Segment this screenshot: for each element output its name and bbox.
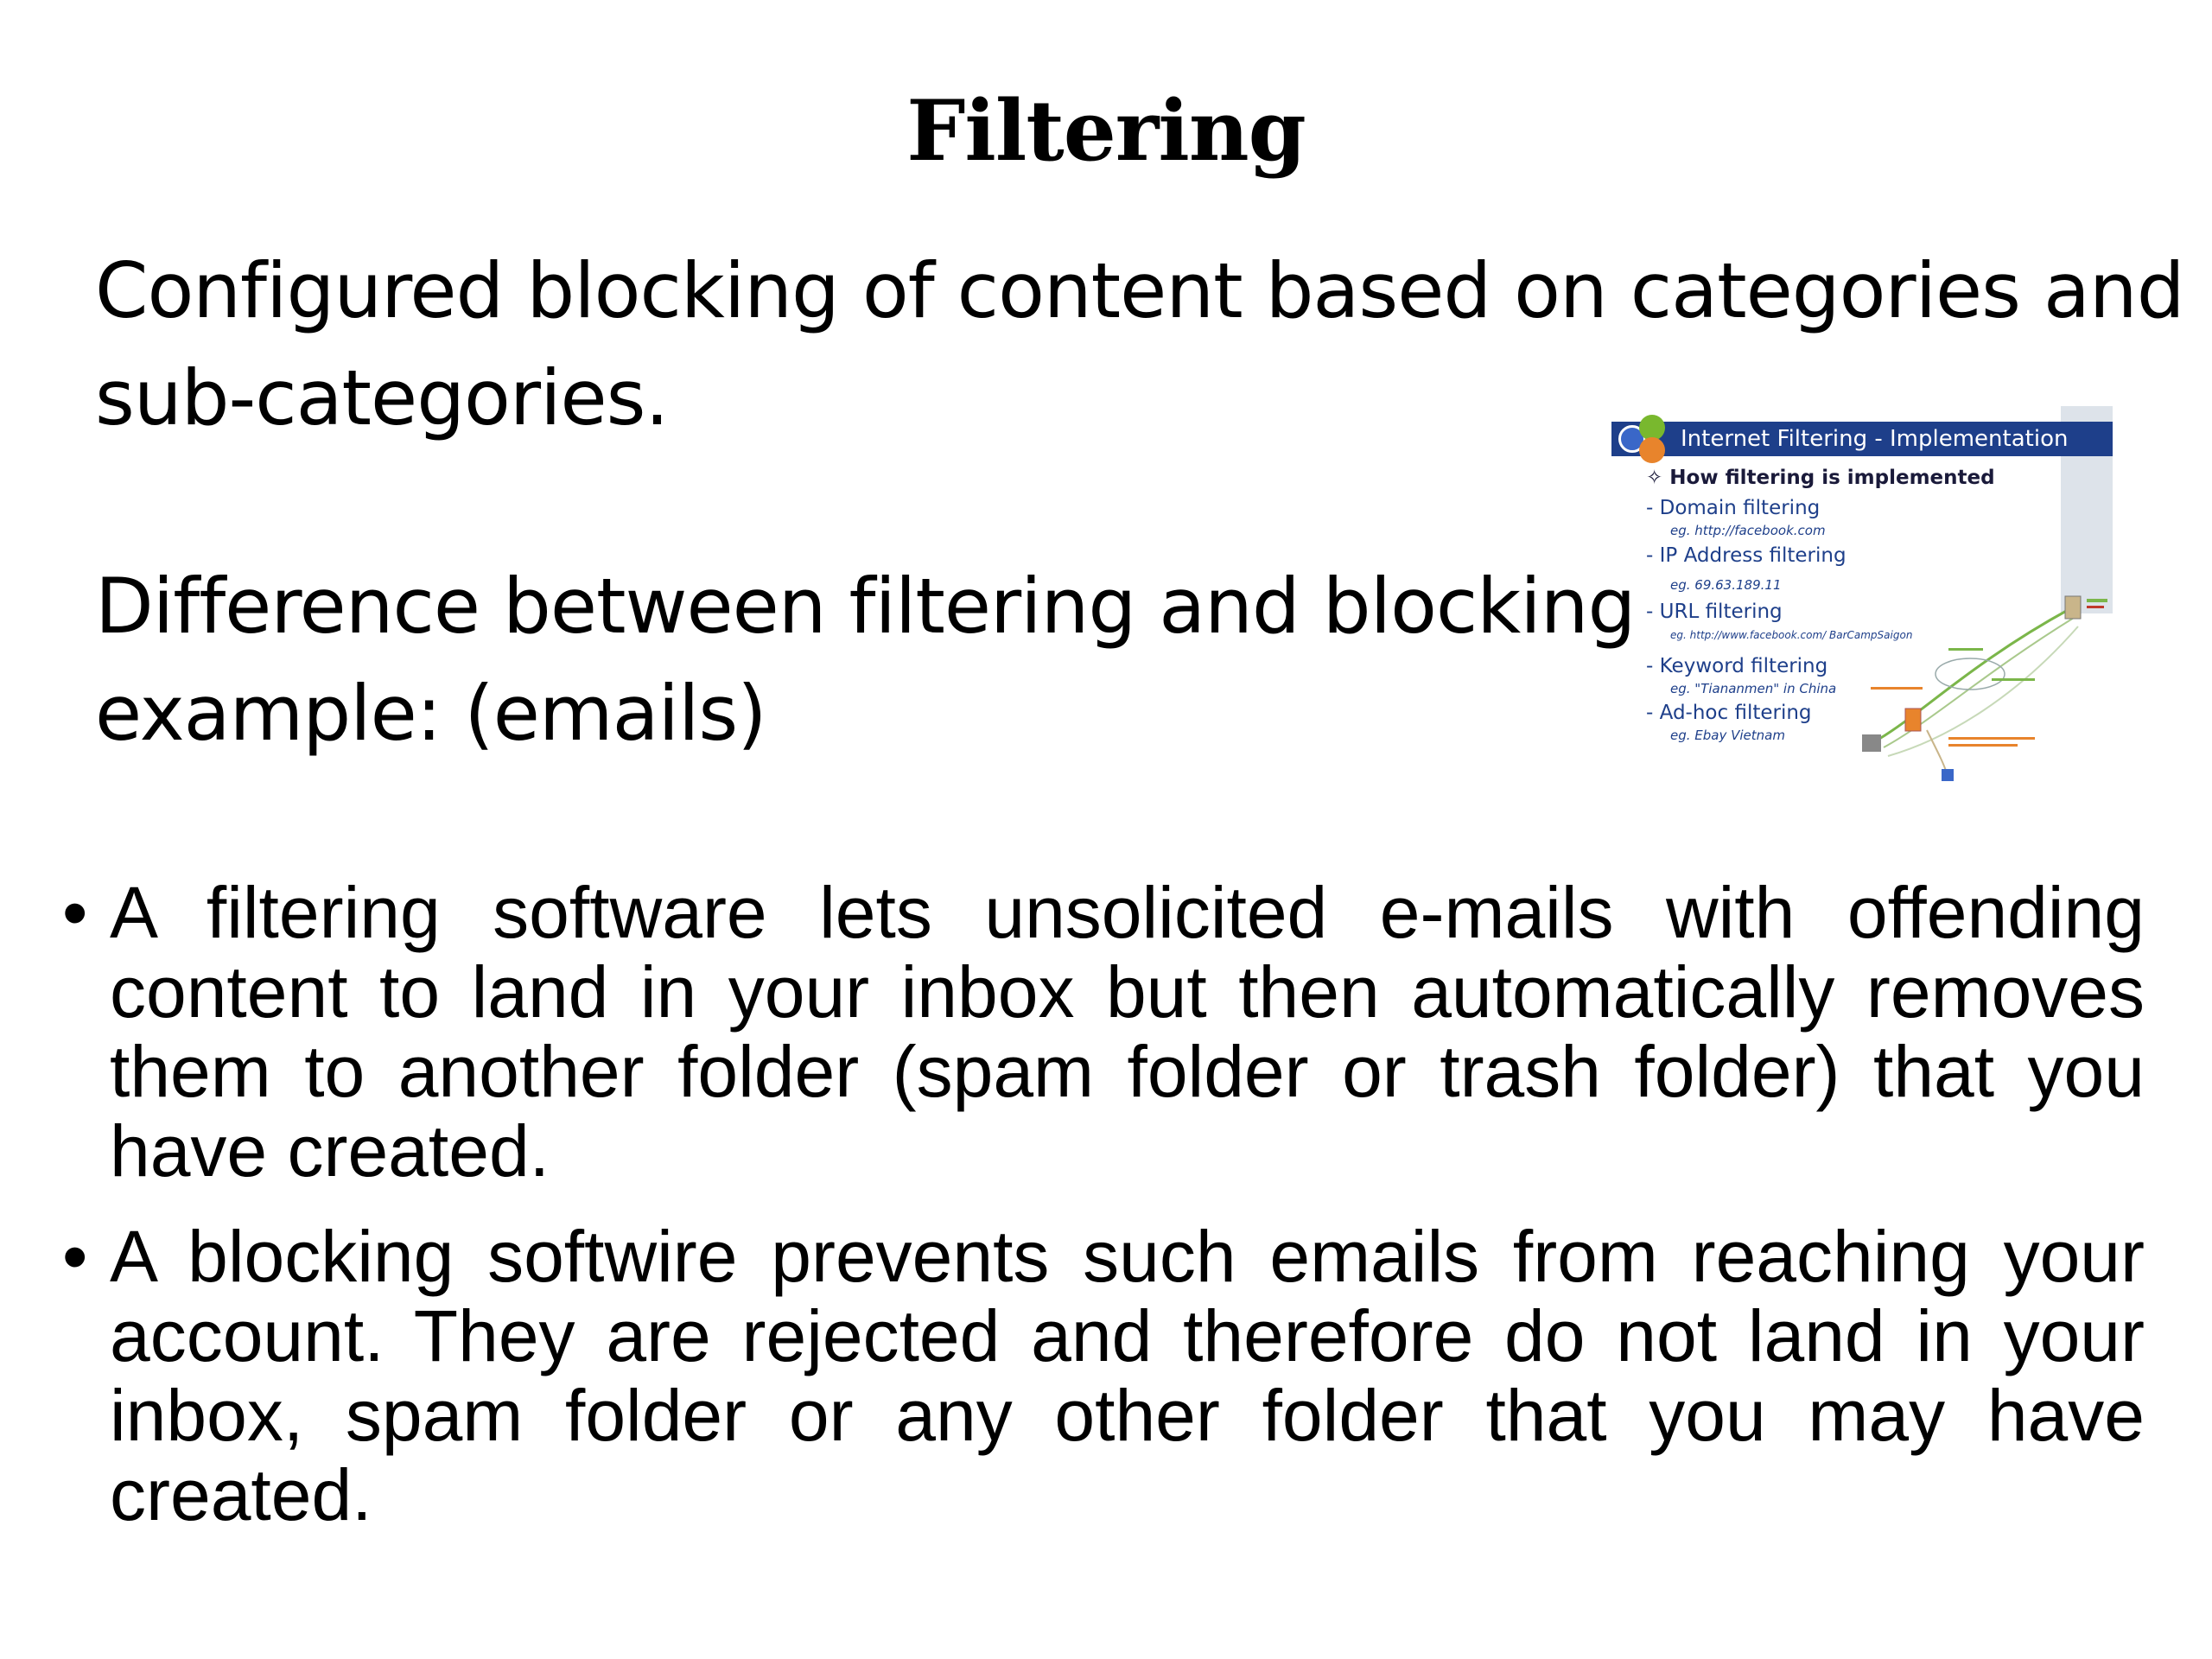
bullet-item-blocking [62,1217,2145,1535]
intro-line-2: sub-categories. [95,353,669,442]
thumbnail-example: eg. 69.63.189.11 [1670,577,1782,593]
thumbnail-item-ip [1646,544,1847,567]
label-bar [1948,737,2035,740]
dash-marker: - [1646,702,1654,724]
bullet-list [62,873,2145,1560]
difference-line-1: Difference between filtering and blocking [95,562,1636,651]
difference-paragraph [95,553,1636,767]
bullet-text: A filtering software lets unsolicited e-mails with offending content to land in your inbox but then automatically removes them to another folder (spam folder or trash folder) that you have created. [110,872,2145,1192]
label-bar [2087,606,2104,608]
network-path-line [1888,626,2078,756]
thumbnail-item-label: Keyword filtering [1659,655,1828,677]
dash-marker: - [1646,601,1654,623]
thumbnail-item-keyword [1646,655,1827,677]
thumbnail-example: eg. Ebay Vietnam [1670,728,1785,743]
network-diagram-image [1845,592,2113,786]
slide-title: Filtering [906,82,1306,180]
thumbnail-heading-text: How filtering is implemented [1669,467,1995,489]
database-icon [1942,769,1954,781]
thumbnail-item-domain [1646,497,1820,519]
label-bar [1948,744,2018,747]
bullet-dot: • [62,872,88,953]
dash-marker: - [1646,497,1654,519]
thumbnail-item-adhoc [1646,702,1812,724]
logo-circle-orange-icon [1639,437,1665,463]
label-bar [2087,599,2107,602]
bullet-item-filtering [62,873,2145,1191]
thumbnail-item-label: IP Address filtering [1659,544,1847,567]
label-bar [1992,678,2035,681]
dash-marker: - [1646,544,1654,567]
thumbnail-item-url [1646,601,1783,623]
thumbnail-example: eg. http://www.facebook.com/ BarCampSaigon [1670,629,1913,641]
thumbnail-item-label: Domain filtering [1659,497,1821,519]
diamond-bullet-icon: ✧ [1646,467,1663,489]
thumbnail-example: eg. http://facebook.com [1670,523,1826,538]
thumbnail-heading [1646,467,1995,489]
thumbnail-item-label: Ad-hoc filtering [1659,702,1812,724]
thumbnail-example: eg. "Tiananmen" in China [1670,681,1837,696]
thumbnail-item-label: URL filtering [1659,601,1783,623]
thumbnail-header [1611,422,2113,456]
bullet-dot: • [62,1216,88,1297]
thumbnail-slide-image [1611,406,2113,786]
firewall-icon [1905,709,1921,731]
thumbnail-header-text: Internet Filtering - Implementation [1681,426,2069,452]
label-bar [1871,687,1923,690]
bullet-text: A blocking softwire prevents such emails from reaching your account. They are rejected and therefore do not land in your inbox, spam folder or any other folder that you may have created. [110,1216,2145,1535]
server-icon [2065,596,2081,619]
difference-line-2: example: (emails) [95,669,766,758]
label-bar [1948,648,1983,651]
intro-line-1: Configured blocking of content based on categories and [95,246,2184,335]
computer-icon [1862,734,1881,752]
dash-marker: - [1646,655,1654,677]
